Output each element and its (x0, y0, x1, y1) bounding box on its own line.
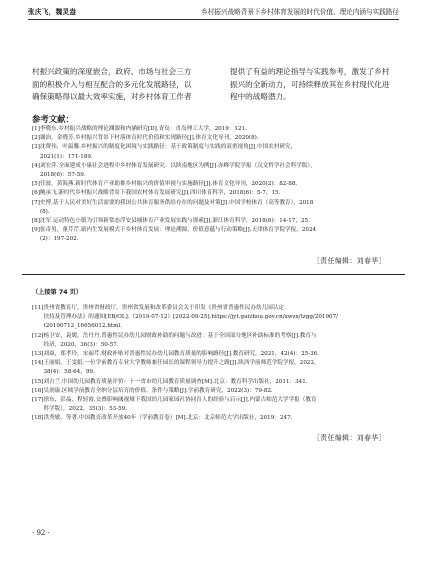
body-right-column (230, 66, 397, 104)
reference-number: [3] (32, 144, 40, 151)
reference-item (32, 332, 397, 350)
reference-item (32, 125, 397, 134)
reference-number: [14] (32, 360, 44, 367)
reference-number: [7] (32, 199, 40, 206)
reference-number: [16] (32, 387, 44, 394)
reference-item (32, 378, 397, 387)
reference-number: [5] (32, 181, 40, 188)
reference-text: 谢治，金晓芳.乡村振兴背景下村落体育时代价值和实现路径[J].体育文化导刊，2020(8). (39, 135, 259, 142)
body-line: 面的积极介入与相互配合的多元化发展路径，以 (32, 79, 192, 89)
header-rule (28, 19, 399, 20)
reference-item (32, 350, 397, 359)
reference-item (32, 143, 397, 161)
reference-text: 徐东，彭晶，程轻霞.交叠影响阈视域下我国幼儿园家园社协同育人的经验与启示[J].内蒙古师范大学学报（教育 科学版），2022，35(3)：53-59. (43, 397, 317, 413)
reference-item (32, 199, 397, 217)
reference-number: [15] (32, 378, 44, 385)
reference-text: 鲍承飞.新时代乡村振兴战略背景下我国农村体育发展研究[J].四川体育科学，2018(6)：5-7，15. (39, 190, 281, 197)
reference-number: [12] (32, 332, 44, 339)
body-line: 村振兴政策的深度嵌合，政府、市场与社会三方 (32, 67, 192, 76)
reference-text: 任波，黄海燕.新时代体育产业助推乡村振兴的价值审视与实施路径[J].体育文化导刊，2020(2)：82-88. (39, 181, 298, 188)
body-line: 提供了有益的理论指导与实践参考，激发了乡村 (230, 67, 390, 76)
reference-text: 刘宏萍.全面建成小康社会进程中乡村体育发展研究：以陕南地区为例[J].赤峰学院学报（汉文哲学社会科学版）， 2018(6)：57-59. (39, 162, 316, 179)
reference-text: 刘占兰.中国幼儿园教育质量评价：十一省市幼儿园教育质量调查[M].北京：教育科学出版社，2011：341. (43, 378, 308, 385)
reference-item (32, 226, 397, 244)
reference-text: 李晓东.乡村振兴战略的理论渊源和内涵研究[D].青岛：青岛理工大学，2019：121. (39, 126, 247, 132)
reference-item (32, 134, 397, 143)
reference-text: 沈费伟，叶温馨.乡村振兴的制度化困境与实践路径：基于政策制度与实践的双重视角[J].中国农村研究， 2021(1)：171-189. (39, 144, 297, 160)
reference-text: 洪秀敏，等著.中国教育改革开放40年（学前教育卷）[M].北京：北京师范大学出版社，2019：247. (43, 415, 293, 422)
body-text (32, 66, 397, 106)
continued-reference-list (32, 304, 397, 424)
reference-item (32, 162, 397, 180)
continuation-note: （上接第 74 页） (32, 289, 83, 296)
body-line: 程中的战略潜力。 (230, 92, 291, 102)
responsible-editor: ［责任编辑：刘春华］ (313, 434, 386, 442)
header-running-title: 乡村振兴战略背景下乡村体育发展的时代价值、理论内涵与实践路径 (201, 8, 399, 16)
reference-item (32, 396, 397, 414)
reference-item (32, 304, 397, 332)
reference-number: [18] (32, 415, 44, 422)
body-line: 振兴的全新动力，可持续释放其在乡村现代化进 (230, 79, 390, 89)
reference-number: [4] (32, 162, 40, 169)
reference-text: 杨卫安，袁媛，岳丹丹.普惠性民办幼儿园财政补助的问题与改进：基于全国部分地区补助标准的考察[J].教育与 经济，2020，36(3)：50-57. (43, 332, 317, 348)
body-line: 确保策略得以最大效率实施，对乡村体育工作者 (32, 92, 192, 102)
reference-item (32, 180, 397, 189)
section-divider (22, 274, 405, 275)
reference-number: [13] (32, 351, 44, 358)
reference-item (32, 414, 397, 423)
reference-number: [11] (32, 305, 44, 311)
reference-number: [6] (32, 190, 40, 197)
reference-text: 张奇男，董芹芹.新内生发展模式下乡村体育发展：理论溯源、价值意蕴与行动策略[J].天津体育学院学报，2024 (2)：197-202. (39, 227, 317, 243)
reference-number: [8] (32, 218, 40, 225)
reference-text: 刘焱，郑孝玲，宋丽芹.财政补贴对普惠性民办幼儿园教育质量的影响路径[J].教育研究，2021，42(4)：25-36. (43, 351, 319, 358)
reference-text: 吴润康.区域学前教育全纳分层培育的价值、条件与策略[J].学前教育研究，2022(3)：79-82. (43, 387, 273, 394)
responsible-editor: ［责任编辑：刘春华］ (313, 257, 386, 265)
reference-number: [1] (32, 126, 40, 132)
reference-number: [17] (32, 397, 44, 404)
reference-text: 王丽娟，王雯娟.一位学前教育专业大学教师兼任园长的课程领导力提升之路[J].陕西学前师范学院学报，2022， 38(4)：58-64，99. (43, 360, 320, 376)
reference-text: 沈军.运动特色小镇为引领新常态浮安县城体育产业发展实践与探索[J].浙江体育科学，2018(6)：14-17，25. (39, 218, 310, 225)
reference-text: 贵州省教育厅，贵州省财政厅，贵州省发展和改革委员会关于印发《贵州省普惠性民办幼儿园认定 扶持及管理办法》的通知[EB/OL].（2019-07-12）[2022-09-25].https://jyt.guizhou.gov.cn/xwzx/tzgg/201907/ t20190712_16656012.html. (43, 305, 339, 330)
reference-item (32, 217, 397, 226)
reference-item (32, 359, 397, 377)
header-authors: 张庆飞，魏灵盎 (28, 8, 77, 16)
reference-item (32, 387, 397, 396)
reference-item (32, 189, 397, 198)
page-number: · 92 · (32, 529, 50, 537)
reference-number: [9] (32, 227, 40, 234)
body-left-column (32, 66, 208, 104)
reference-list (32, 125, 397, 245)
reference-number: [2] (32, 135, 40, 142)
running-header (28, 6, 399, 18)
references-heading: 参考文献： (32, 114, 74, 124)
reference-text: 史博.基于人民对美好生活需要的我国公共体育服务供给存在的问题及对策[J].中国学校体育（高等教育），2018 (8). (39, 199, 314, 215)
